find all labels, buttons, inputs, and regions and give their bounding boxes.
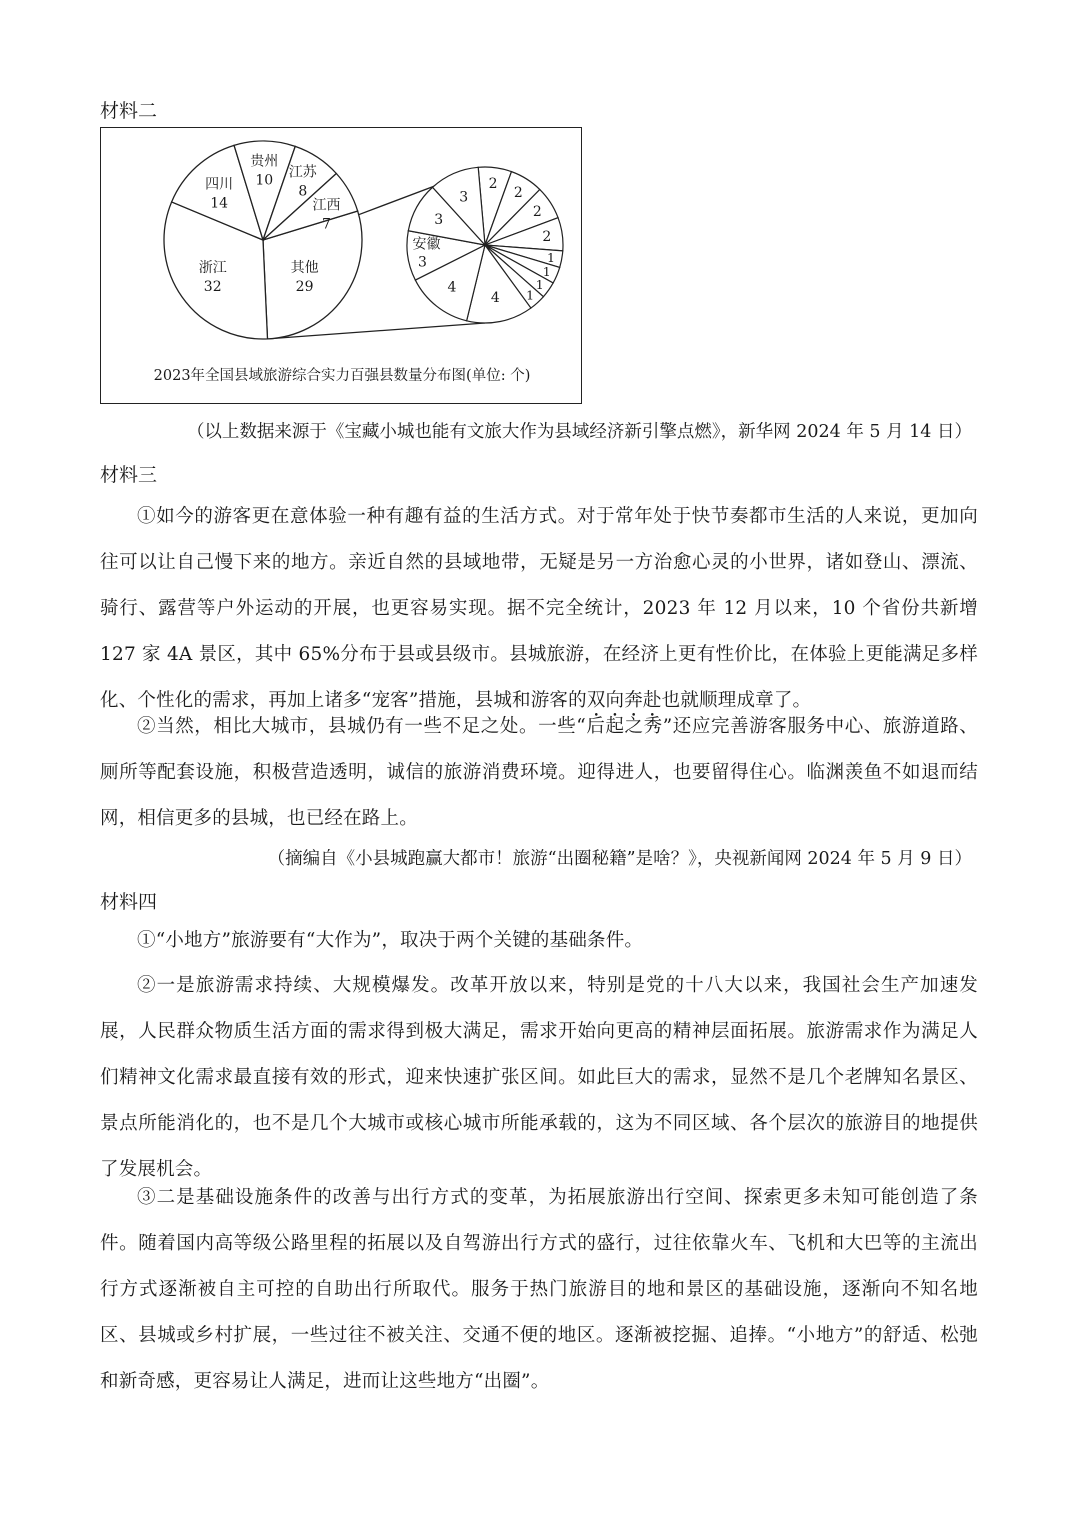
- material3-paragraph-1: [100, 494, 978, 724]
- detail-slice-value: 4: [447, 279, 457, 296]
- detail-slice-value: 2: [542, 229, 552, 246]
- detail-slice-value: 4: [490, 290, 500, 307]
- main-slice-value: 7: [322, 216, 331, 233]
- detail-slice-value: 2: [513, 185, 523, 202]
- detail-slice-label: 安徽: [412, 236, 441, 253]
- detail-slice-value: 1: [542, 264, 551, 280]
- pie-chart: [101, 128, 583, 405]
- main-pie: [164, 141, 362, 339]
- material4-paragraph-2: ②一是旅游需求持续、大规模爆发。改革开放以来，特别是党的十八大以来，我国社会生产加速发展，人民群众物质生活方面的需求得到极大满足，需求开始向更高的精神层面拓展。旅游需求作为满足人们精神文化需求最直接有效的形式，迎来快速扩张区间。如此巨大的需求，显然不是几个老牌知名景区、景点所能消化的，也不是几个大城市或核心城市所能承载的，这为不同区域、各个层次的旅游目的地提供了发展机会。: [100, 975, 978, 1180]
- main-slice-label: 贵州: [250, 153, 279, 170]
- main-slice-label: 四川: [205, 176, 234, 193]
- main-slice-value: 29: [295, 279, 314, 296]
- detail-slice-value: 1: [526, 287, 535, 303]
- detail-slice-value: 3: [434, 212, 444, 229]
- material4-heading: 材料四: [100, 891, 158, 913]
- detail-slice-value: 2: [488, 176, 498, 193]
- detail-pie: [407, 167, 563, 323]
- source-note-1: （以上数据来源于《宝藏小城也能有文旅大作为县域经济新引擎点燃》，新华网 2024 年 5 月 14 日）: [186, 422, 972, 442]
- detail-slice-value: 3: [418, 254, 427, 271]
- main-slice-value: 8: [298, 183, 308, 200]
- m3-p1-emphasis: 双向奔赴: [586, 690, 662, 711]
- detail-slice-value: 1: [546, 250, 555, 266]
- pie-chart-figure: [100, 127, 582, 404]
- detail-slice-value: 1: [535, 276, 544, 292]
- main-slice-label: 江西: [312, 197, 341, 214]
- chart-title: 2023年全国县域旅游综合实力百强县数量分布图(单位: 个): [153, 368, 531, 384]
- m3-p1-tail: 也就顺理成章了。: [661, 690, 812, 711]
- material3-paragraph-2: ②当然，相比大城市，县城仍有一些不足之处。一些“后起之秀”还应完善游客服务中心、旅游道路、厕所等配套设施，积极营造透明，诚信的旅游消费环境。迎得进人，也要留得住心。临渊羡鱼不如退而结网，相信更多的县城，也已经在路上。: [100, 716, 978, 829]
- material4-paragraph-3: ③二是基础设施条件的改善与出行方式的变革，为拓展旅游出行空间、探索更多未知可能创造了条件。随着国内高等级公路里程的拓展以及自驾游出行方式的盛行，过往依靠火车、飞机和大巴等的主流出行方式逐渐被自主可控的自助出行所取代。服务于热门旅游目的地和景区的基础设施，逐渐向不知名地区、县城或乡村扩展，一些过往不被关注、交通不便的地区。逐渐被挖掘、追捧。“小地方”的舒适、松弛和新奇感，更容易让人满足，进而让这些地方“出圈”。: [100, 1187, 978, 1392]
- material2-heading: 材料二: [100, 100, 158, 122]
- main-slice-value: 32: [203, 279, 222, 296]
- main-slice-label: 其他: [290, 260, 319, 277]
- material3-heading: 材料三: [100, 464, 158, 486]
- material4-paragraph-1: ①“小地方”旅游要有“大作为”，取决于两个关键的基础条件。: [137, 930, 644, 951]
- detail-slice-value: 2: [532, 204, 542, 221]
- main-slice-value: 10: [255, 172, 274, 189]
- m3-p1-text: ①如今的游客更在意体验一种有趣有益的生活方式。对于常年处于快节奏都市生活的人来说，更加向往可以让自己慢下来的地方。亲近自然的县域地带，无疑是另一方治愈心灵的小世界，诸如登山、漂流、骑行、露营等户外运动的开展，也更容易实现。据不完全统计，2023 年 12 月以来，10 个省份共新增 127 家 4A 景区，其中 65%分布于县或县级市。县城旅游，在经济上更有性价比，在体验上更能满足多样化、个性化的需求，再加上诸多“宠客”措施，县城和游客的: [100, 506, 978, 711]
- main-slice-label: 浙江: [198, 260, 227, 277]
- detail-slice-value: 3: [459, 189, 469, 206]
- source-note-2: （摘编自《小县城跑赢大都市！旅游“出圈秘籍”是啥？》，央视新闻网 2024 年 5 月 9 日）: [267, 849, 972, 869]
- main-slice-value: 14: [210, 195, 229, 212]
- main-slice-label: 江苏: [288, 164, 317, 181]
